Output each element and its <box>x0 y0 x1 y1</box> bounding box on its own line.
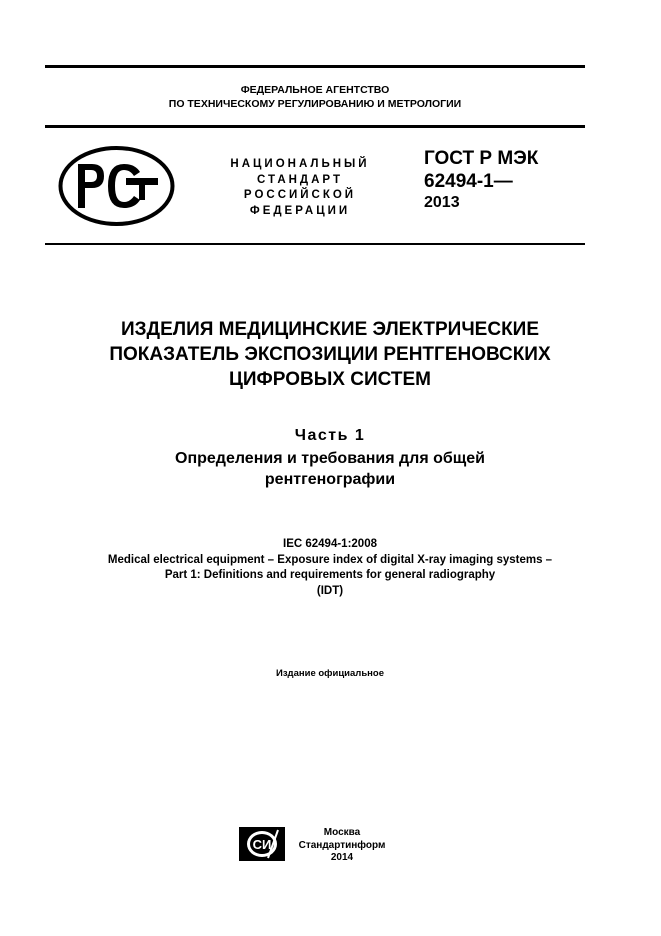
standartinform-logo-icon <box>238 826 286 862</box>
publisher-year: 2014 <box>330 852 354 863</box>
subtitle-line: Определения и требования для общей <box>175 450 485 467</box>
title-line: ЦИФРОВЫХ СИСТЕМ <box>229 369 431 390</box>
agency-line-2: ПО ТЕХНИЧЕСКОМУ РЕГУЛИРОВАНИЮ И МЕТРОЛОГИИ <box>168 98 462 110</box>
edition-label: Издание официальное <box>276 668 384 679</box>
subtitle-line: рентгенографии <box>264 471 396 488</box>
designation-rule <box>45 243 585 245</box>
designation-line-1: ГОСТ Р МЭК <box>424 148 539 169</box>
publisher-logo-text: СИ <box>252 837 272 852</box>
iec-reference <box>20 537 640 599</box>
agency-line-1: ФЕДЕРАЛЬНОЕ АГЕНТСТВО <box>240 84 390 96</box>
standard-type-line: НАЦИОНАЛЬНЫЙ <box>230 158 370 170</box>
document-subtitle <box>30 448 630 490</box>
standard-type-line: ФЕДЕРАЦИИ <box>249 204 351 217</box>
publisher-city: Москва <box>323 827 361 838</box>
designation-year: 2013 <box>424 194 460 211</box>
standard-type-line: РОССИЙСКОЙ <box>243 189 357 201</box>
iec-ref: IEC 62494-1:2008 <box>283 538 377 550</box>
document-title <box>30 317 630 392</box>
publisher-name: Стандартинформ <box>298 839 386 851</box>
part-label: Часть 1 <box>294 427 366 444</box>
title-line: ИЗДЕЛИЯ МЕДИЦИНСКИЕ ЭЛЕКТРИЧЕСКИЕ <box>120 319 540 340</box>
title-line: ПОКАЗАТЕЛЬ ЭКСПОЗИЦИИ РЕНТГЕНОВСКИХ <box>109 344 551 365</box>
standard-designation <box>424 147 538 213</box>
top-rule <box>45 65 585 68</box>
iec-title-line-1: Medical electrical equipment – Exposure index of digital X-ray imaging systems – <box>107 553 553 566</box>
iec-title-line-2: Part 1: Definitions and requirements for general radiography <box>164 569 496 581</box>
standard-type <box>210 157 390 219</box>
agency-header <box>45 83 585 111</box>
gost-logo-icon <box>58 146 175 226</box>
header-rule <box>45 125 585 128</box>
designation-line-2: 62494-1— <box>424 171 513 192</box>
publisher-info <box>292 827 392 865</box>
standard-type-line: СТАНДАРТ <box>257 173 343 186</box>
iec-idt: (IDT) <box>316 584 344 597</box>
